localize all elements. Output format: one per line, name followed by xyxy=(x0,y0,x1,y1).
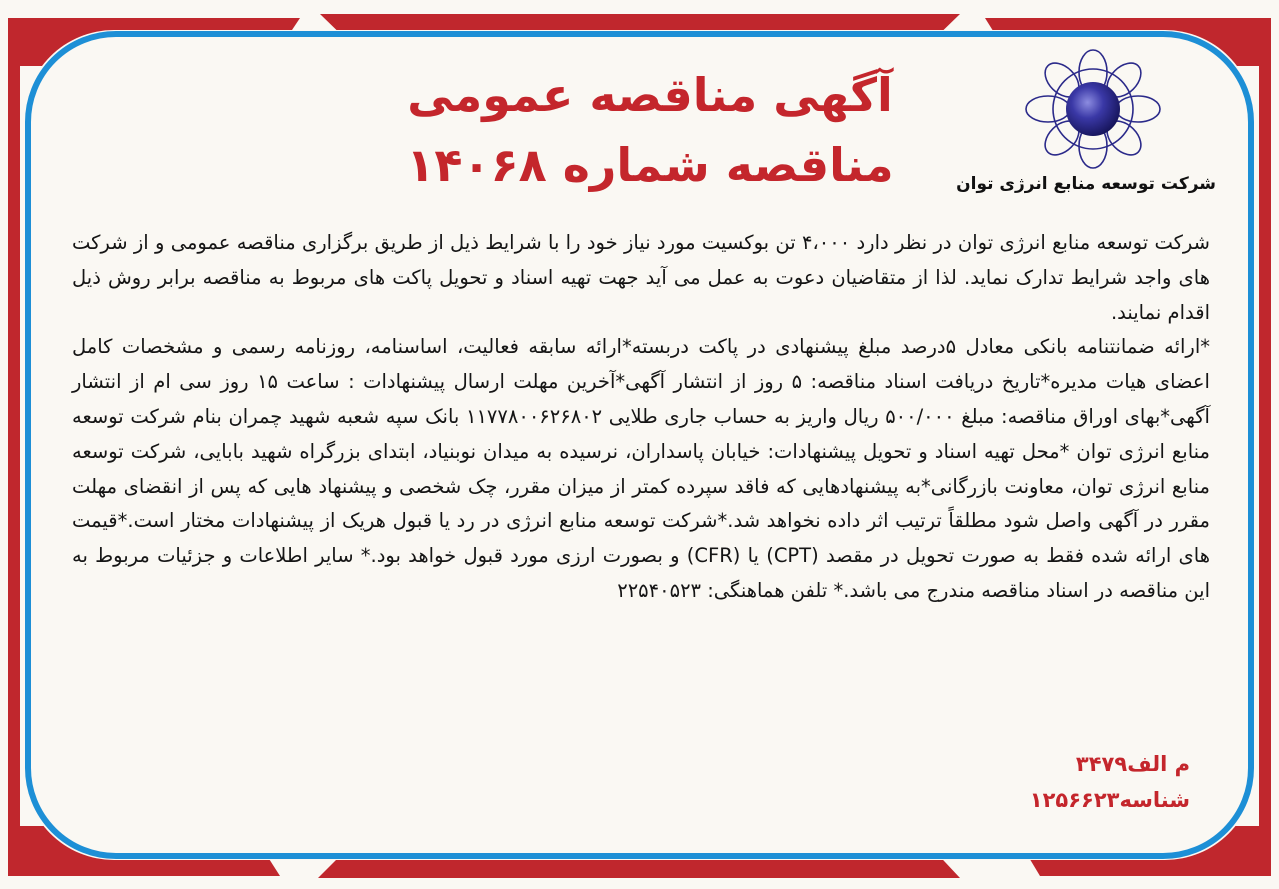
footer-id: شناسه۱۲۵۶۶۲۳ xyxy=(1029,788,1190,812)
flower-globe-logo-icon xyxy=(1018,44,1168,174)
tender-number-title: مناقصه شماره ۱۴۰۶۸ xyxy=(406,138,894,192)
announcement-intro-paragraph: شرکت توسعه منابع انرژی توان در نظر دارد ۴،۰۰۰ تن بوکسیت مورد نیاز خود را با شرایط ذیل از طریق برگزاری مناقصه عمومی و از شرکت های واجد شرایط تدارک نماید. لذا از متقاضیان دعوت به عمل می آید جهت تهیه اسناد و تحویل پاکت های مربوط به مناقصه برابر روش ذیل اقدام نمایند. xyxy=(72,231,1211,324)
announcement-body xyxy=(72,226,1210,609)
frame-red-right xyxy=(1259,66,1271,826)
company-name: شرکت توسعه منابع انرژی توان xyxy=(956,174,1216,194)
announcement-conditions-paragraph: *ارائه ضمانتنامه بانکی معادل ۵درصد مبلغ پیشنهادی در پاکت دربسته*ارائه سابقه فعالیت، اساسنامه، روزنامه رسمی و مشخصات کامل اعضای هیات مدیره*تاریخ دریافت اسناد مناقصه: ۵ روز از انتشار آگهی*آخرین مهلت ارسال پیشنهادات : ساعت ۱۵ روز سی ام از انتشار آگهی*بهای اوراق مناقصه: مبلغ ۵۰۰/۰۰۰ ریال واریز به حساب جاری طلایی ۱۱۷۷۸۰۰۶۲۶۸۰۲ بانک سپه شعبه شهید چمران بنام شرکت توسعه منابع انرژی توان *محل تهیه اسناد و تحویل پیشنهادات: خیابان پاسداران، نرسیده به میدان نوبنیاد، ابتدای بزرگراه شهید بابایی، شرکت توسعه منابع انرژی توان، معاونت بازرگانی*به پیشنهادهایی که فاقد سپرده کمتر از میزان مقرر، چک شخصی و پیشنهاد هایی که پس از انقضای مهلت مقرر در آگهی واصل شود مطلقاً ترتیب اثر داده نخواهد شد.*شرکت توسعه منابع انرژی در رد یا قبول هریک از پیشنهادات مختار است.*قیمت های ارائه شده فقط به صورت تحویل در مقصد (CPT) یا (CFR) و بصورت ارزی مورد قبول خواهد بود.* سایر اطلاعات و جزئیات مربوط به این مناقصه در اسناد مناقصه مندرج می باشد.* تلفن هماهنگی: ۲۲۵۴۰۵۲۳ xyxy=(72,335,1211,602)
company-logo xyxy=(1018,44,1168,174)
frame-red-left xyxy=(8,66,20,826)
footer-code: م الف۳۴۷۹ xyxy=(1075,752,1190,776)
page-title: آگهی مناقصه عمومی xyxy=(407,68,893,122)
